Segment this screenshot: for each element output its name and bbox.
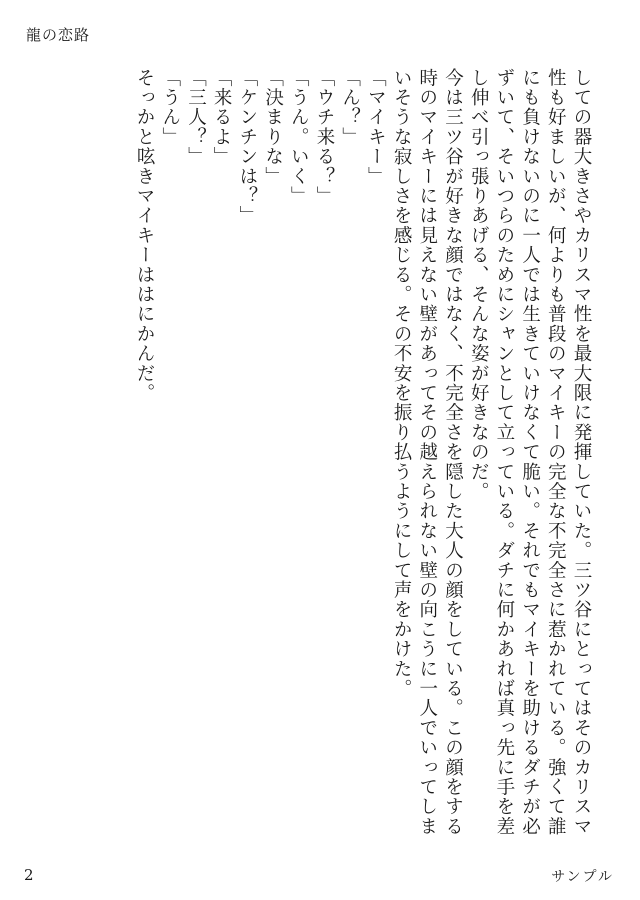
text-column: 今は三ツ谷が好きな顔ではなく、不完全さを隠した大人の顔をしている。この顔をする — [442, 68, 464, 837]
text-column: 「ケンチンは？」 — [236, 68, 258, 226]
text-column: そっかと呟きマイキーははにかんだ。 — [134, 68, 156, 403]
text-column: ずいて、そいつらのためにシャンとして立っている。ダチに何かあれば真っ先に手を差 — [493, 68, 515, 837]
sample-label: サンプル — [551, 869, 614, 885]
vertical-body-text — [131, 68, 594, 837]
text-column: し伸べ引っ張りあげる、そんな姿が好きなのだ。 — [468, 68, 490, 502]
text-column: 「ウチ来る？」 — [313, 68, 335, 206]
text-column: 「決まりな」 — [262, 68, 284, 187]
page-number: 2 — [24, 866, 34, 884]
text-column: しての器大きさやカリスマ性を最大限に発揮していた。三ツ谷にとってはそのカリスマ — [571, 68, 592, 837]
text-column: 「来るよ」 — [211, 68, 233, 167]
running-header-title: 龍の恋路 — [26, 26, 91, 44]
text-column: 時のマイキーには見えない壁があってその越えられない壁の向こうに一人でいってしま — [416, 68, 438, 837]
text-column: 「マイキー」 — [365, 68, 387, 187]
text-column: にも負けないのに一人では生きていけなくて脆い。それでもマイキーを助けるダチが必 — [519, 68, 541, 837]
text-column: いそうな寂しさを感じる。その不安を振り払うようにして声をかけた。 — [391, 68, 413, 699]
text-column: 「ん？」 — [339, 68, 361, 147]
text-column: 性も好ましいが、何よりも普段のマイキーの完全な不完全さに惹かれている。強くて誰 — [545, 68, 567, 837]
text-column: 「うん。いく」 — [288, 68, 310, 206]
text-column: 「三人？」 — [185, 68, 207, 167]
text-column: 「うん」 — [159, 68, 181, 147]
